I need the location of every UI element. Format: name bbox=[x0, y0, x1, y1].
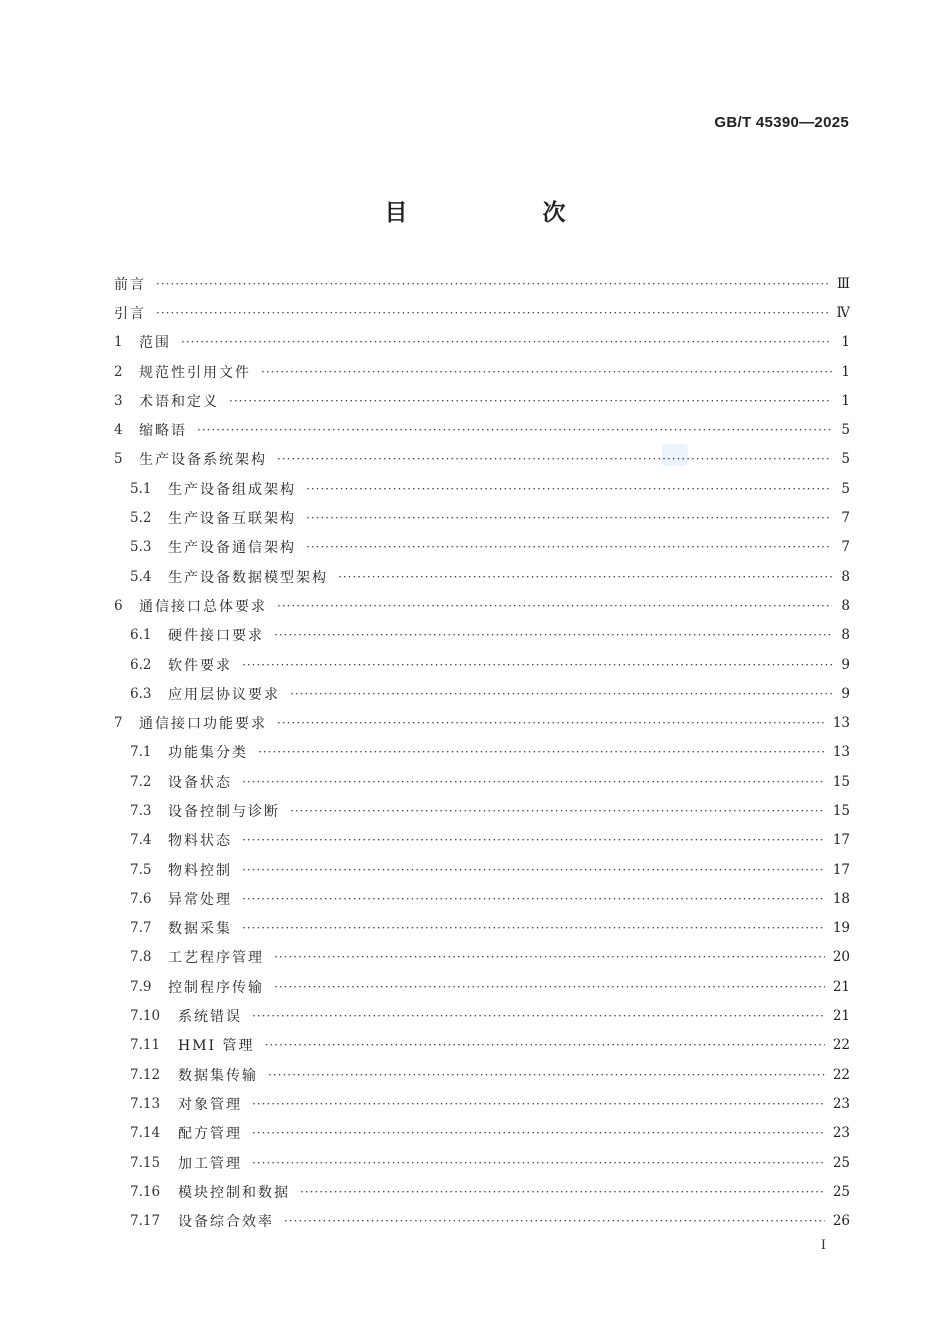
toc-entry-page: 22 bbox=[832, 1066, 850, 1083]
toc-entry-title: 数据集传输 bbox=[178, 1067, 258, 1084]
toc-entry-title: 配方管理 bbox=[178, 1126, 242, 1143]
toc-entry-title: 控制程序传输 bbox=[168, 979, 264, 996]
toc-entry-title: 设备状态 bbox=[168, 774, 232, 791]
toc-entry-title: 生产设备通信架构 bbox=[168, 540, 296, 557]
toc-entry-number: 7.13 bbox=[130, 1095, 161, 1112]
toc-dot-leader bbox=[306, 540, 832, 554]
toc-dot-leader bbox=[181, 335, 832, 349]
toc-dot-leader bbox=[290, 687, 832, 701]
toc-entry-title: HMI 管理 bbox=[178, 1038, 255, 1055]
toc-dot-leader bbox=[229, 394, 832, 408]
toc-entry-title: 前言 bbox=[114, 276, 146, 293]
toc-dot-leader bbox=[284, 1214, 825, 1228]
toc-entry-number: 7.4 bbox=[130, 832, 152, 849]
toc-entry-title: 模块控制和数据 bbox=[178, 1184, 290, 1201]
toc-entry-page: Ⅳ bbox=[836, 304, 850, 321]
toc-entry[interactable] bbox=[114, 708, 850, 737]
toc-dot-leader bbox=[306, 482, 832, 496]
toc-dot-leader bbox=[261, 365, 832, 379]
toc-entry-number: 4 bbox=[114, 422, 123, 439]
toc-dot-leader bbox=[277, 452, 832, 466]
toc-entry-number: 7.14 bbox=[130, 1125, 161, 1142]
toc-entry-title: 硬件接口要求 bbox=[168, 628, 264, 645]
toc-entry-page: 1 bbox=[841, 363, 850, 380]
toc-entry-number: 5.2 bbox=[130, 510, 152, 527]
toc-entry[interactable] bbox=[114, 914, 850, 943]
toc-entry-page: 23 bbox=[832, 1125, 850, 1142]
toc-entry-page: 8 bbox=[841, 597, 850, 614]
toc-entry-number: 7.3 bbox=[130, 802, 152, 819]
toc-entry-title: 通信接口总体要求 bbox=[139, 598, 267, 615]
toc-entry-page: 25 bbox=[832, 1183, 850, 1200]
table-of-contents bbox=[114, 269, 850, 1236]
toc-entry[interactable] bbox=[114, 650, 850, 679]
toc-entry-page: 18 bbox=[832, 890, 850, 907]
toc-entry-number: 6.1 bbox=[130, 627, 152, 644]
toc-entry-title: 应用层协议要求 bbox=[168, 686, 280, 703]
toc-entry-page: 15 bbox=[832, 773, 850, 790]
toc-entry[interactable] bbox=[114, 943, 850, 972]
toc-entry[interactable] bbox=[114, 621, 850, 650]
toc-dot-leader bbox=[242, 921, 825, 935]
toc-entry-number: 7.11 bbox=[130, 1037, 161, 1054]
toc-entry[interactable] bbox=[114, 855, 850, 884]
toc-entry-number: 5.4 bbox=[130, 568, 152, 585]
toc-dot-leader bbox=[268, 1068, 825, 1082]
toc-entry[interactable] bbox=[114, 679, 850, 708]
toc-dot-leader bbox=[300, 1185, 825, 1199]
toc-entry-number: 1 bbox=[114, 334, 123, 351]
toc-dot-leader bbox=[258, 745, 825, 759]
toc-entry[interactable] bbox=[114, 1148, 850, 1177]
toc-entry[interactable] bbox=[114, 328, 850, 357]
toc-entry[interactable] bbox=[114, 1060, 850, 1089]
toc-entry-page: 1 bbox=[841, 334, 850, 351]
toc-entry-page: 8 bbox=[841, 627, 850, 644]
toc-entry-title: 物料状态 bbox=[168, 833, 232, 850]
toc-entry-number: 7.2 bbox=[130, 773, 152, 790]
toc-entry-page: 13 bbox=[832, 715, 850, 732]
toc-entry-page: 7 bbox=[841, 510, 850, 527]
toc-entry-number: 7.5 bbox=[130, 861, 152, 878]
toc-entry[interactable] bbox=[114, 269, 850, 298]
toc-entry[interactable] bbox=[114, 767, 850, 796]
toc-entry-title: 通信接口功能要求 bbox=[139, 716, 267, 733]
toc-entry-page: 5 bbox=[841, 480, 850, 497]
toc-entry[interactable] bbox=[114, 386, 850, 415]
standard-code: GB/T 45390—2025 bbox=[714, 114, 849, 131]
toc-entry-page: 13 bbox=[832, 744, 850, 761]
toc-entry-page: 5 bbox=[841, 422, 850, 439]
toc-entry-number: 2 bbox=[114, 363, 123, 380]
toc-entry[interactable] bbox=[114, 796, 850, 825]
toc-entry[interactable] bbox=[114, 826, 850, 855]
toc-entry-title: 系统错误 bbox=[178, 1009, 242, 1026]
toc-entry-page: 21 bbox=[832, 1008, 850, 1025]
toc-dot-leader bbox=[156, 306, 829, 320]
toc-dot-leader bbox=[290, 804, 825, 818]
toc-dot-leader bbox=[274, 980, 825, 994]
toc-entry[interactable] bbox=[114, 884, 850, 913]
toc-entry[interactable] bbox=[114, 1089, 850, 1118]
toc-entry[interactable] bbox=[114, 1177, 850, 1206]
toc-entry[interactable] bbox=[114, 562, 850, 591]
toc-entry-title: 功能集分类 bbox=[168, 745, 248, 762]
toc-entry[interactable] bbox=[114, 1001, 850, 1030]
toc-entry-title: 数据采集 bbox=[168, 921, 232, 938]
toc-dot-leader bbox=[338, 570, 832, 584]
toc-entry-title: 工艺程序管理 bbox=[168, 950, 264, 967]
toc-entry[interactable] bbox=[114, 298, 850, 327]
toc-entry-title: 对象管理 bbox=[178, 1096, 242, 1113]
toc-entry-title: 物料控制 bbox=[168, 862, 232, 879]
toc-entry[interactable] bbox=[114, 972, 850, 1001]
toc-entry[interactable] bbox=[114, 474, 850, 503]
toc-entry-page: 9 bbox=[841, 685, 850, 702]
toc-entry-title: 异常处理 bbox=[168, 891, 232, 908]
toc-entry-page: 22 bbox=[832, 1037, 850, 1054]
toc-entry-title: 范围 bbox=[139, 335, 171, 352]
toc-entry[interactable] bbox=[114, 445, 850, 474]
toc-entry-number: 7.8 bbox=[130, 949, 152, 966]
toc-entry-page: 15 bbox=[832, 802, 850, 819]
toc-entry-page: Ⅲ bbox=[836, 275, 850, 292]
toc-dot-leader bbox=[156, 277, 829, 291]
toc-entry-page: 5 bbox=[841, 451, 850, 468]
toc-entry-title: 生产设备互联架构 bbox=[168, 511, 296, 528]
toc-entry-title: 设备综合效率 bbox=[178, 1214, 274, 1231]
toc-entry-title: 加工管理 bbox=[178, 1155, 242, 1172]
toc-entry-page: 21 bbox=[832, 978, 850, 995]
toc-entry-number: 7.7 bbox=[130, 920, 152, 937]
toc-dot-leader bbox=[252, 1126, 825, 1140]
toc-entry-page: 1 bbox=[841, 392, 850, 409]
toc-title: 目 次 bbox=[384, 200, 622, 226]
toc-entry-page: 17 bbox=[832, 832, 850, 849]
footer-page-number: I bbox=[820, 1238, 826, 1253]
toc-dot-leader bbox=[277, 599, 832, 613]
toc-entry[interactable] bbox=[114, 533, 850, 562]
toc-entry[interactable] bbox=[114, 1031, 850, 1060]
toc-entry-title: 规范性引用文件 bbox=[139, 364, 251, 381]
toc-entry[interactable] bbox=[114, 357, 850, 386]
toc-dot-leader bbox=[242, 863, 825, 877]
toc-entry-page: 26 bbox=[832, 1213, 850, 1230]
toc-dot-leader bbox=[274, 628, 832, 642]
toc-entry-number: 5.3 bbox=[130, 539, 152, 556]
toc-dot-leader bbox=[265, 1038, 825, 1052]
toc-dot-leader bbox=[306, 511, 832, 525]
toc-entry-number: 7.1 bbox=[130, 744, 152, 761]
toc-entry-number: 5 bbox=[114, 451, 123, 468]
toc-entry-number: 6 bbox=[114, 597, 123, 614]
toc-dot-leader bbox=[242, 658, 832, 672]
toc-entry-number: 7 bbox=[114, 715, 123, 732]
toc-entry-title: 术语和定义 bbox=[139, 393, 219, 410]
toc-entry-title: 生产设备组成架构 bbox=[168, 481, 296, 498]
toc-entry-page: 23 bbox=[832, 1095, 850, 1112]
toc-entry[interactable] bbox=[114, 738, 850, 767]
toc-entry-number: 5.1 bbox=[130, 480, 152, 497]
toc-entry-number: 6.2 bbox=[130, 656, 152, 673]
toc-dot-leader bbox=[252, 1156, 825, 1170]
toc-entry-number: 6.3 bbox=[130, 685, 152, 702]
toc-entry-number: 7.10 bbox=[130, 1008, 161, 1025]
toc-entry[interactable] bbox=[114, 591, 850, 620]
toc-entry-title: 软件要求 bbox=[168, 657, 232, 674]
toc-entry-number: 7.17 bbox=[130, 1213, 161, 1230]
toc-entry[interactable] bbox=[114, 1207, 850, 1236]
toc-entry-page: 9 bbox=[841, 656, 850, 673]
toc-entry-page: 7 bbox=[841, 539, 850, 556]
toc-dot-leader bbox=[242, 775, 825, 789]
toc-entry-number: 7.15 bbox=[130, 1154, 161, 1171]
toc-entry[interactable] bbox=[114, 415, 850, 444]
toc-entry-title: 设备控制与诊断 bbox=[168, 803, 280, 820]
toc-entry-page: 19 bbox=[832, 920, 850, 937]
toc-entry-title: 缩略语 bbox=[139, 423, 187, 440]
toc-dot-leader bbox=[242, 892, 825, 906]
toc-entry-title: 引言 bbox=[114, 305, 146, 322]
toc-dot-leader bbox=[252, 1009, 825, 1023]
toc-entry-number: 7.6 bbox=[130, 890, 152, 907]
toc-entry-page: 17 bbox=[832, 861, 850, 878]
toc-entry-page: 25 bbox=[832, 1154, 850, 1171]
toc-entry-page: 8 bbox=[841, 568, 850, 585]
toc-entry-number: 3 bbox=[114, 392, 123, 409]
toc-entry-page: 20 bbox=[832, 949, 850, 966]
toc-entry-title: 生产设备数据模型架构 bbox=[168, 569, 328, 586]
toc-entry-title: 生产设备系统架构 bbox=[139, 452, 267, 469]
toc-entry-number: 7.16 bbox=[130, 1183, 161, 1200]
toc-dot-leader bbox=[242, 833, 825, 847]
toc-entry[interactable] bbox=[114, 503, 850, 532]
toc-dot-leader bbox=[197, 423, 832, 437]
toc-dot-leader bbox=[274, 950, 825, 964]
toc-dot-leader bbox=[277, 716, 825, 730]
toc-entry-number: 7.12 bbox=[130, 1066, 161, 1083]
toc-entry[interactable] bbox=[114, 1119, 850, 1148]
toc-entry-number: 7.9 bbox=[130, 978, 152, 995]
toc-dot-leader bbox=[252, 1097, 825, 1111]
